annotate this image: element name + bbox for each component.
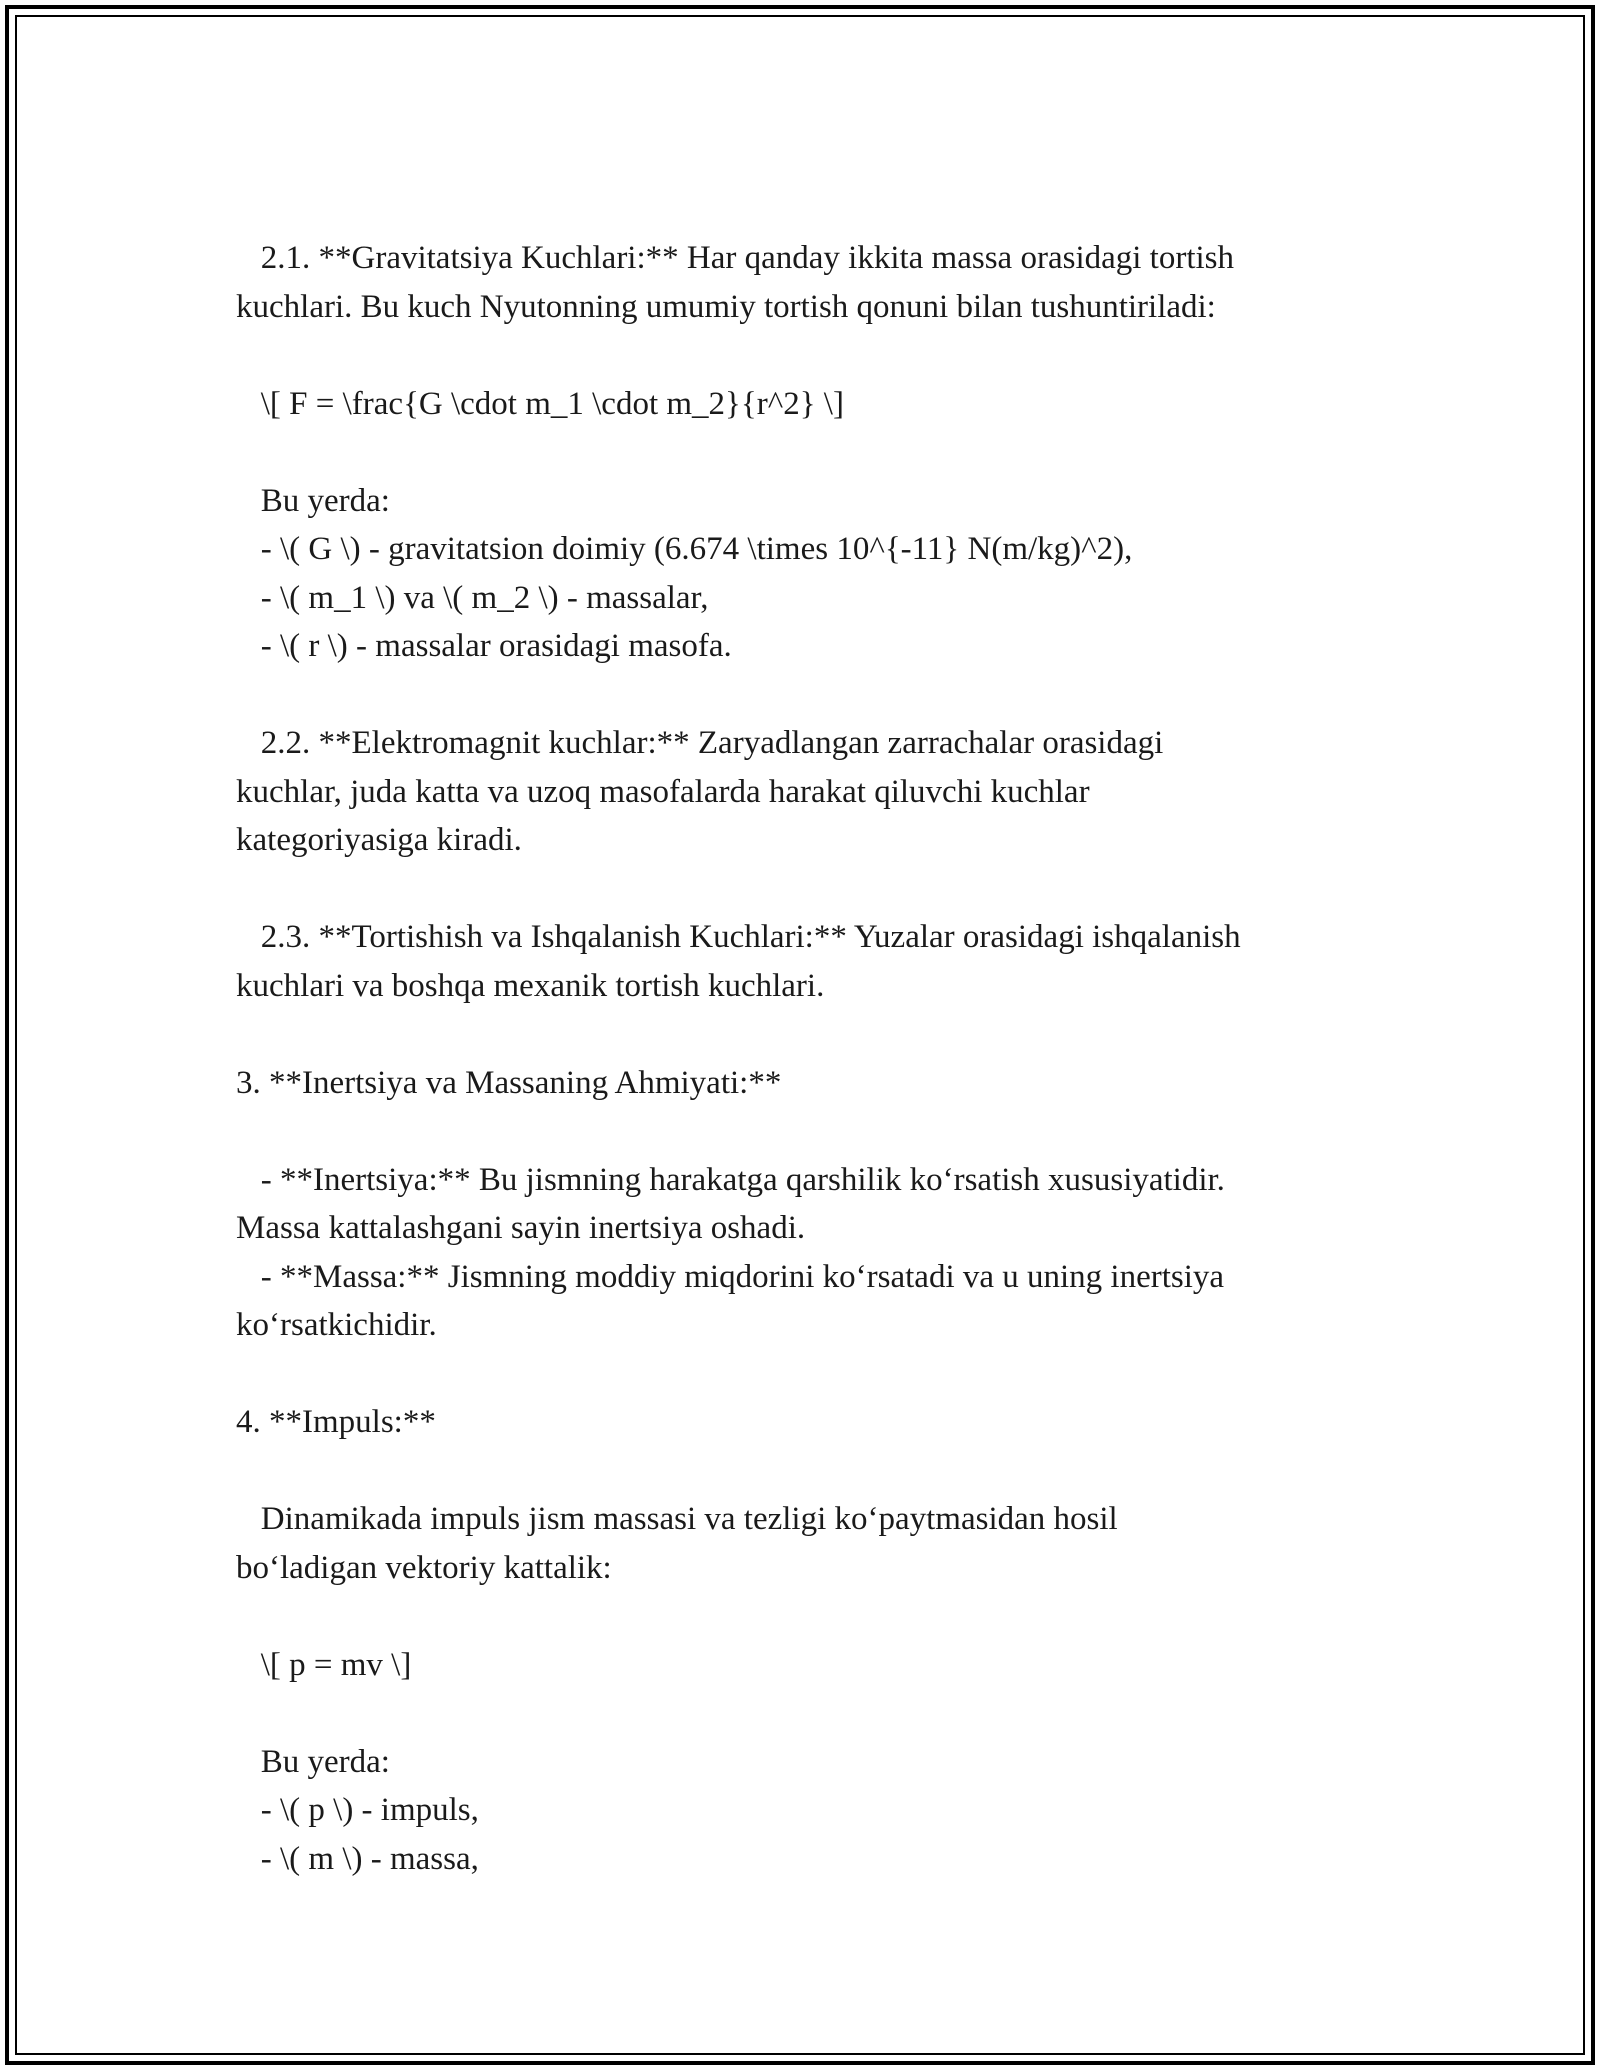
text-line: 2.3. **Tortishish va Ishqalanish Kuchlari:** Yuzalar orasidagi ishqalanish: [236, 919, 1241, 955]
text-line: Massa kattalashgani sayin inertsiya oshadi.: [236, 1210, 806, 1246]
blank-line: [236, 1350, 1366, 1399]
text-line: - \( m \) - massa,: [236, 1840, 479, 1877]
blank-line: [236, 865, 1366, 914]
blank-line: [236, 428, 1366, 477]
text-line: kuchlari va boshqa mexanik tortish kuchlari.: [236, 967, 825, 1004]
text-line: \[ F = \frac{G \cdot m_1 \cdot m_2}{r^2} \]: [236, 385, 844, 422]
text-line: 4. **Impuls:**: [236, 1404, 436, 1440]
text-line: \[ p = mv \]: [236, 1646, 412, 1683]
text-line: Bu yerda:: [236, 1743, 390, 1780]
text-line: ko‘rsatkichidir.: [236, 1307, 437, 1343]
text-line: kategoriyasiga kiradi.: [236, 822, 522, 858]
text-line: - **Massa:** Jismning moddiy miqdorini ko‘rsatadi va u uning inertsiya: [236, 1258, 1225, 1295]
blank-line: [236, 1592, 1366, 1641]
text-line: - \( G \) - gravitatsion doimiy (6.674 \times 10^{-11} N(m/kg)^2),: [236, 531, 1133, 567]
text-line: kuchlari. Bu kuch Nyutonning umumiy tortish qonuni bilan tushuntiriladi:: [236, 288, 1216, 325]
text-line: 3. **Inertsiya va Massaning Ahmiyati:**: [236, 1064, 782, 1101]
text-line: kuchlar, juda katta va uzoq masofalarda harakat qiluvchi kuchlar: [236, 773, 1090, 810]
blank-line: [236, 671, 1366, 720]
text-line: - \( m_1 \) va \( m_2 \) - massalar,: [236, 579, 709, 616]
text-line: bo‘ladigan vektoriy kattalik:: [236, 1549, 612, 1586]
blank-line: [236, 1107, 1366, 1156]
document-body: [236, 234, 1366, 1883]
blank-line: [236, 1010, 1366, 1059]
text-line: - **Inertsiya:** Bu jismning harakatga qarshilik ko‘rsatish xususiyatidir.: [236, 1161, 1225, 1198]
blank-line: [236, 331, 1366, 380]
text-line: Dinamikada impuls jism massasi va tezligi ko‘paytmasidan hosil: [236, 1501, 1118, 1537]
text-line: 2.2. **Elektromagnit kuchlar:** Zaryadlangan zarrachalar orasidagi: [236, 725, 1164, 761]
text-line: 2.1. **Gravitatsiya Kuchlari:** Har qanday ikkita massa orasidagi tortish: [236, 240, 1235, 276]
text-line: - \( r \) - massalar orasidagi masofa.: [236, 628, 732, 664]
text-line: - \( p \) - impuls,: [236, 1792, 479, 1828]
blank-line: [236, 1689, 1366, 1738]
text-line: Bu yerda:: [236, 482, 390, 519]
blank-line: [236, 1447, 1366, 1496]
